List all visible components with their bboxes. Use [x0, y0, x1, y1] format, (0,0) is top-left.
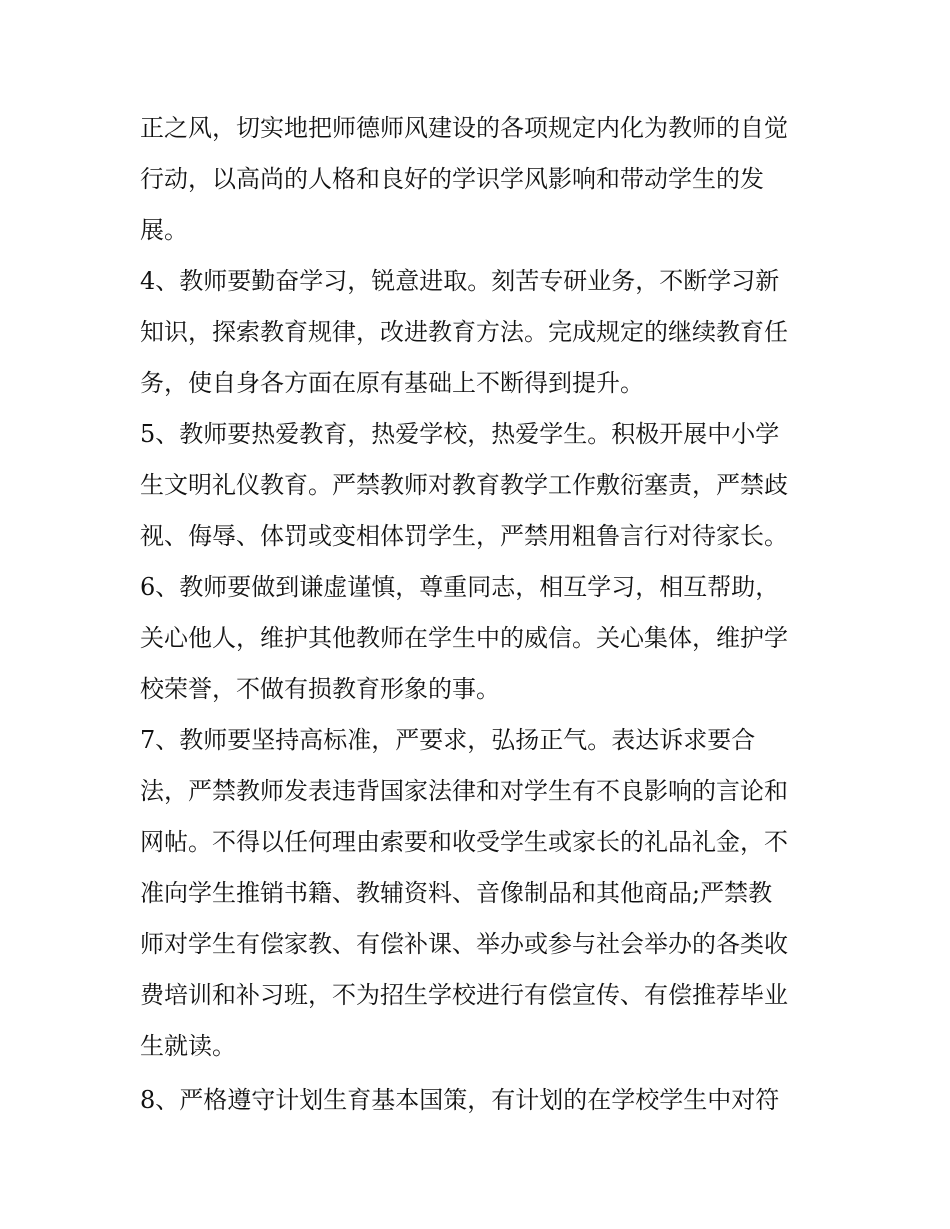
text-line-2: 行动，以高尚的人格和良好的学识学风影响和带动学生的发	[140, 165, 764, 193]
text-line-1: 正之风，切实地把师德师风建设的各项规定内化为教师的自觉	[140, 114, 788, 142]
text-line-8: 生文明礼仪教育。严禁教师对教育教学工作敷衍塞责，严禁歧	[140, 471, 788, 499]
text-line-18: 费培训和补习班，不为招生学校进行有偿宣传、有偿推荐毕业	[140, 981, 788, 1009]
text-line-14: 法，严禁教师发表违背国家法律和对学生有不良影响的言论和	[140, 777, 788, 805]
text-line-5: 知识，探索教育规律，改进教育方法。完成规定的继续教育任	[140, 318, 788, 346]
text-line-6: 务，使自身各方面在原有基础上不断得到提升。	[140, 369, 644, 397]
text-line-3: 展。	[140, 216, 188, 244]
text-line-15: 网帖。不得以任何理由索要和收受学生或家长的礼品礼金，不	[140, 828, 788, 856]
text-line-10: 6、教师要做到谦虚谨慎，尊重同志，相互学习，相互帮助，	[140, 573, 780, 601]
text-line-7: 5、教师要热爱教育，热爱学校，热爱学生。积极开展中小学	[140, 420, 780, 448]
text-line-4: 4、教师要勤奋学习，锐意进取。刻苦专研业务，不断学习新	[140, 267, 780, 295]
text-line-16: 准向学生推销书籍、教辅资料、音像制品和其他商品;严禁教	[140, 879, 773, 907]
text-line-17: 师对学生有偿家教、有偿补课、举办或参与社会举办的各类收	[140, 930, 788, 958]
text-line-12: 校荣誉，不做有损教育形象的事。	[140, 675, 500, 703]
text-line-9: 视、侮辱、体罚或变相体罚学生，严禁用粗鲁言行对待家长。	[140, 522, 788, 550]
text-line-20: 8、严格遵守计划生育基本国策，有计划的在学校学生中对符	[140, 1086, 780, 1114]
text-line-11: 关心他人，维护其他教师在学生中的威信。关心集体，维护学	[140, 624, 788, 652]
text-line-19: 生就读。	[140, 1032, 236, 1060]
text-line-13: 7、教师要坚持高标准，严要求，弘扬正气。表达诉求要合	[140, 726, 756, 754]
